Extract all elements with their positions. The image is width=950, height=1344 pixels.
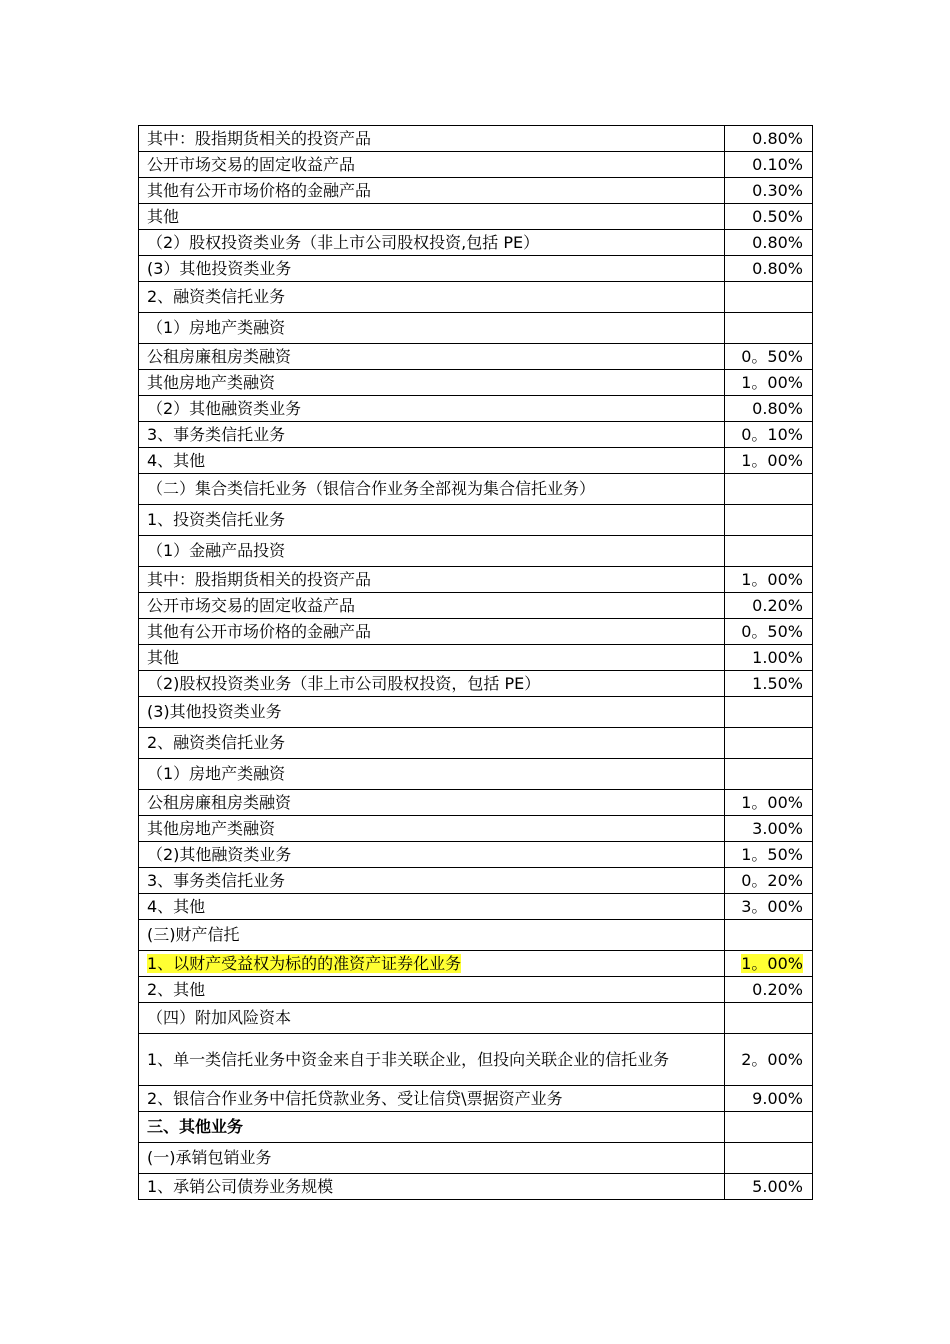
table-row — [139, 1174, 813, 1200]
row-value: 1.00% — [725, 645, 813, 671]
row-value: 1。00% — [725, 448, 813, 474]
row-value — [725, 313, 813, 344]
row-label: 2、银信合作业务中信托贷款业务、受让信贷\票据资产业务 — [139, 1086, 725, 1112]
row-value — [725, 474, 813, 505]
table-row — [139, 790, 813, 816]
risk-capital-table — [138, 125, 813, 1200]
table-row — [139, 536, 813, 567]
row-value: 0。20% — [725, 868, 813, 894]
highlighted-value: 1。00% — [741, 953, 803, 973]
row-value: 0.80% — [725, 396, 813, 422]
row-label: 1、承销公司债券业务规模 — [139, 1174, 725, 1200]
row-label: （二）集合类信托业务（银信合作业务全部视为集合信托业务） — [139, 474, 725, 505]
row-value: 0。10% — [725, 422, 813, 448]
row-value: 0。50% — [725, 344, 813, 370]
row-value: 2。00% — [725, 1034, 813, 1086]
section-heading: 三、其他业务 — [139, 1112, 725, 1143]
table-row — [139, 645, 813, 671]
row-value: 0.80% — [725, 126, 813, 152]
row-value — [725, 1143, 813, 1174]
row-value — [725, 920, 813, 951]
table-row — [139, 894, 813, 920]
table-row — [139, 230, 813, 256]
table-row — [139, 448, 813, 474]
row-label: 公开市场交易的固定收益产品 — [139, 593, 725, 619]
row-value: 5.00% — [725, 1174, 813, 1200]
table-row — [139, 204, 813, 230]
row-value: 0.30% — [725, 178, 813, 204]
table-row — [139, 920, 813, 951]
row-label: 其他 — [139, 204, 725, 230]
row-value: 0.20% — [725, 593, 813, 619]
row-value: 3。00% — [725, 894, 813, 920]
table-row — [139, 728, 813, 759]
row-label: （四）附加风险资本 — [139, 1003, 725, 1034]
table-row — [139, 697, 813, 728]
row-value: 1。00% — [725, 790, 813, 816]
row-label: 1、投资类信托业务 — [139, 505, 725, 536]
row-value: 1.50% — [725, 671, 813, 697]
row-value: 1。00% — [725, 567, 813, 593]
table-row — [139, 1112, 813, 1143]
table-row — [139, 313, 813, 344]
row-value — [725, 951, 813, 977]
row-value: 0。50% — [725, 619, 813, 645]
row-label: 4、其他 — [139, 448, 725, 474]
row-value: 0.10% — [725, 152, 813, 178]
row-label: 公租房廉租房类融资 — [139, 344, 725, 370]
table-row — [139, 868, 813, 894]
table-row — [139, 1143, 813, 1174]
row-label: 公开市场交易的固定收益产品 — [139, 152, 725, 178]
row-value — [725, 282, 813, 313]
row-value — [725, 759, 813, 790]
table-row — [139, 1034, 813, 1086]
row-label: 其中：股指期货相关的投资产品 — [139, 567, 725, 593]
row-label: 其他 — [139, 645, 725, 671]
row-value — [725, 536, 813, 567]
table-row — [139, 842, 813, 868]
table-row-highlighted — [139, 951, 813, 977]
table-row — [139, 1003, 813, 1034]
row-value: 1。00% — [725, 370, 813, 396]
table-row — [139, 344, 813, 370]
table-row — [139, 593, 813, 619]
row-value: 0.80% — [725, 230, 813, 256]
row-value — [725, 728, 813, 759]
table-row — [139, 178, 813, 204]
row-value: 0.50% — [725, 204, 813, 230]
row-label: 2、融资类信托业务 — [139, 728, 725, 759]
table-row — [139, 619, 813, 645]
table-row — [139, 370, 813, 396]
table-row — [139, 671, 813, 697]
row-label: 3、事务类信托业务 — [139, 868, 725, 894]
row-value — [725, 697, 813, 728]
row-value — [725, 1003, 813, 1034]
table-row — [139, 474, 813, 505]
table-row — [139, 152, 813, 178]
table-row — [139, 422, 813, 448]
row-value: 3.00% — [725, 816, 813, 842]
table-row — [139, 759, 813, 790]
table-row — [139, 977, 813, 1003]
row-label: 其中：股指期货相关的投资产品 — [139, 126, 725, 152]
row-value: 1。50% — [725, 842, 813, 868]
table-row — [139, 1086, 813, 1112]
table-row — [139, 505, 813, 536]
row-label: (一)承销包销业务 — [139, 1143, 725, 1174]
table-row — [139, 126, 813, 152]
row-label: （2)股权投资类业务（非上市公司股权投资，包括 PE） — [139, 671, 725, 697]
row-label: （2）股权投资类业务（非上市公司股权投资,包括 PE） — [139, 230, 725, 256]
row-label: 3、事务类信托业务 — [139, 422, 725, 448]
table-row — [139, 816, 813, 842]
row-value: 9.00% — [725, 1086, 813, 1112]
row-label: （1）房地产类融资 — [139, 759, 725, 790]
row-label: （1）房地产类融资 — [139, 313, 725, 344]
row-label: 公租房廉租房类融资 — [139, 790, 725, 816]
row-label: 其他有公开市场价格的金融产品 — [139, 178, 725, 204]
row-label: (3)其他投资类业务 — [139, 697, 725, 728]
row-label: （2）其他融资类业务 — [139, 396, 725, 422]
row-label: 其他有公开市场价格的金融产品 — [139, 619, 725, 645]
row-label: 其他房地产类融资 — [139, 816, 725, 842]
table-row — [139, 567, 813, 593]
row-label — [139, 951, 725, 977]
row-value — [725, 505, 813, 536]
highlighted-label: 1、以财产受益权为标的的准资产证券化业务 — [147, 953, 462, 973]
row-label: 1、单一类信托业务中资金来自于非关联企业，但投向关联企业的信托业务 — [139, 1034, 725, 1086]
table-row — [139, 256, 813, 282]
row-label: （2)其他融资类业务 — [139, 842, 725, 868]
row-label: 2、其他 — [139, 977, 725, 1003]
table-row — [139, 282, 813, 313]
table-row — [139, 396, 813, 422]
row-label: （1）金融产品投资 — [139, 536, 725, 567]
row-label: 其他房地产类融资 — [139, 370, 725, 396]
row-label: (三)财产信托 — [139, 920, 725, 951]
row-label: 4、其他 — [139, 894, 725, 920]
row-value — [725, 1112, 813, 1143]
row-label: (3）其他投资类业务 — [139, 256, 725, 282]
row-value: 0.20% — [725, 977, 813, 1003]
row-label: 2、融资类信托业务 — [139, 282, 725, 313]
row-value: 0.80% — [725, 256, 813, 282]
